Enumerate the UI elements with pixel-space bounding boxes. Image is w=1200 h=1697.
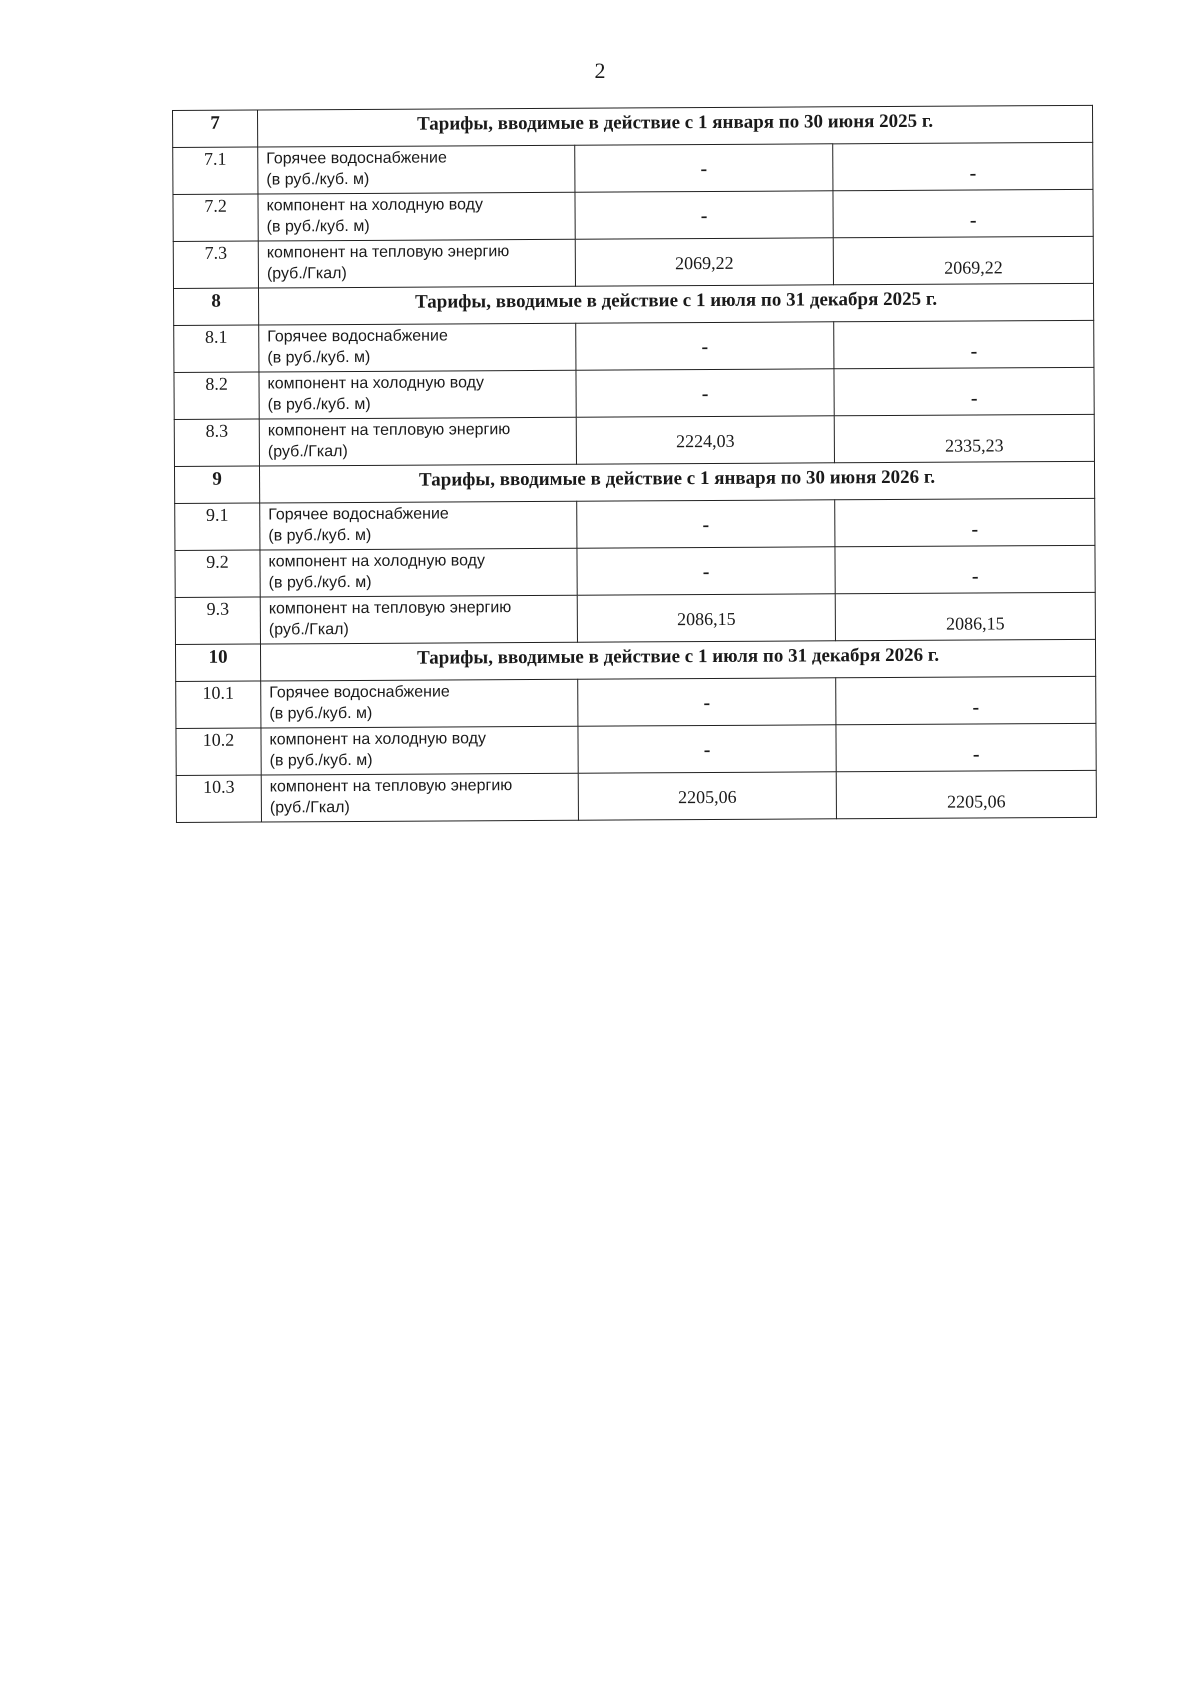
section-title: Тарифы, вводимые в действие с 1 июля по 31 декабря 2026 г. (260, 639, 1095, 681)
item-number: 7.3 (173, 241, 258, 288)
table-row (173, 189, 1093, 241)
section-header-row (175, 639, 1095, 681)
item-name (259, 323, 576, 372)
item-number: 9.1 (175, 503, 260, 550)
item-name (259, 417, 576, 466)
item-name-unit: (руб./Гкал) (268, 621, 349, 639)
item-name-line1: Горячее водоснабжение (269, 683, 450, 702)
item-name-unit: (руб./Гкал) (269, 799, 350, 817)
value-column-2: - (834, 320, 1094, 368)
item-name-line1: компонент на тепловую энергию (267, 421, 511, 440)
section-number: 8 (173, 288, 258, 325)
table-row (174, 320, 1094, 372)
tariff-table-body (173, 105, 1097, 822)
item-name (258, 192, 575, 241)
item-name (260, 548, 577, 597)
section-number: 9 (174, 466, 259, 503)
value-column-1: - (577, 547, 835, 595)
value-column-1: 2086,15 (577, 594, 835, 642)
value-column-1: - (575, 191, 833, 239)
value-column-2: - (833, 189, 1093, 237)
table-row (175, 592, 1095, 644)
value-column-2: 2069,22 (833, 236, 1093, 284)
value-column-1: 2205,06 (578, 772, 836, 820)
value-column-2: 2086,15 (835, 592, 1095, 640)
item-name-line1: Горячее водоснабжение (266, 149, 447, 168)
item-name-line1: Горячее водоснабжение (268, 505, 449, 524)
value-column-1: - (576, 369, 834, 417)
item-name-line1: компонент на холодную воду (267, 374, 484, 393)
item-number: 8.2 (174, 372, 259, 419)
item-name-unit: (в руб./куб. м) (266, 170, 370, 189)
item-name-line1: компонент на тепловую энергию (269, 777, 513, 796)
table-row (175, 498, 1095, 550)
item-number: 10.3 (176, 775, 261, 822)
item-number: 8.1 (174, 325, 259, 372)
item-name (261, 773, 578, 822)
item-name-line1: компонент на холодную воду (269, 730, 486, 749)
item-name-line1: Горячее водоснабжение (267, 327, 448, 346)
item-name (259, 370, 576, 419)
table-row (174, 414, 1094, 466)
table-row (176, 723, 1096, 775)
item-number: 7.2 (173, 194, 258, 241)
item-name-line1: компонент на тепловую энергию (266, 243, 510, 262)
item-name (260, 595, 577, 644)
value-column-1: - (576, 322, 834, 370)
item-name (258, 145, 575, 194)
item-number: 10.1 (176, 681, 261, 728)
item-number: 9.2 (175, 550, 260, 597)
item-name-unit: (в руб./куб. м) (269, 751, 373, 770)
item-number: 9.3 (175, 597, 260, 644)
value-column-2: - (835, 545, 1095, 593)
section-title: Тарифы, вводимые в действие с 1 июля по 31 декабря 2025 г. (258, 283, 1093, 325)
value-column-1: - (577, 500, 835, 548)
item-number: 8.3 (174, 419, 259, 466)
table-row (176, 770, 1096, 822)
table-row (175, 545, 1095, 597)
item-name-unit: (руб./Гкал) (267, 443, 348, 461)
item-number: 10.2 (176, 728, 261, 775)
value-column-1: 2069,22 (575, 238, 833, 286)
item-name-line1: компонент на холодную воду (266, 196, 484, 215)
value-column-2: 2335,23 (834, 414, 1094, 462)
table-row (176, 676, 1096, 728)
value-column-2: - (836, 723, 1096, 771)
value-column-1: - (575, 144, 833, 192)
item-name (260, 501, 577, 550)
value-column-1: - (578, 678, 836, 726)
value-column-1: - (578, 725, 836, 773)
section-title: Тарифы, вводимые в действие с 1 января по 30 июня 2025 г. (258, 105, 1093, 147)
value-column-2: 2205,06 (836, 770, 1096, 818)
item-name (261, 679, 578, 728)
value-column-2: - (834, 367, 1094, 415)
section-header-row (173, 105, 1093, 147)
item-name-line1: компонент на холодную воду (268, 552, 485, 571)
item-name-unit: (в руб./куб. м) (266, 217, 370, 236)
section-number: 7 (173, 110, 258, 147)
section-header-row (174, 461, 1094, 503)
item-name-unit: (в руб./куб. м) (268, 573, 372, 592)
item-name-unit: (в руб./куб. м) (268, 526, 372, 545)
table-row (173, 142, 1093, 194)
section-header-row (173, 283, 1093, 325)
section-title: Тарифы, вводимые в действие с 1 января по 30 июня 2026 г. (259, 461, 1094, 503)
value-column-2: - (836, 676, 1096, 724)
value-column-1: 2224,03 (576, 416, 834, 464)
item-number: 7.1 (173, 147, 258, 194)
value-column-2: - (833, 142, 1093, 190)
tariff-table (172, 105, 1097, 823)
item-name (261, 726, 578, 775)
table-row (173, 236, 1093, 288)
section-number: 10 (175, 644, 260, 681)
item-name (258, 239, 575, 288)
item-name-unit: (в руб./куб. м) (267, 395, 371, 414)
page-number: 2 (594, 58, 606, 83)
table-row (174, 367, 1094, 419)
item-name-unit: (в руб./куб. м) (267, 348, 371, 367)
item-name-unit: (в руб./куб. м) (269, 704, 373, 723)
item-name-unit: (руб./Гкал) (266, 265, 347, 283)
value-column-2: - (835, 498, 1095, 546)
item-name-line1: компонент на тепловую энергию (268, 599, 512, 618)
